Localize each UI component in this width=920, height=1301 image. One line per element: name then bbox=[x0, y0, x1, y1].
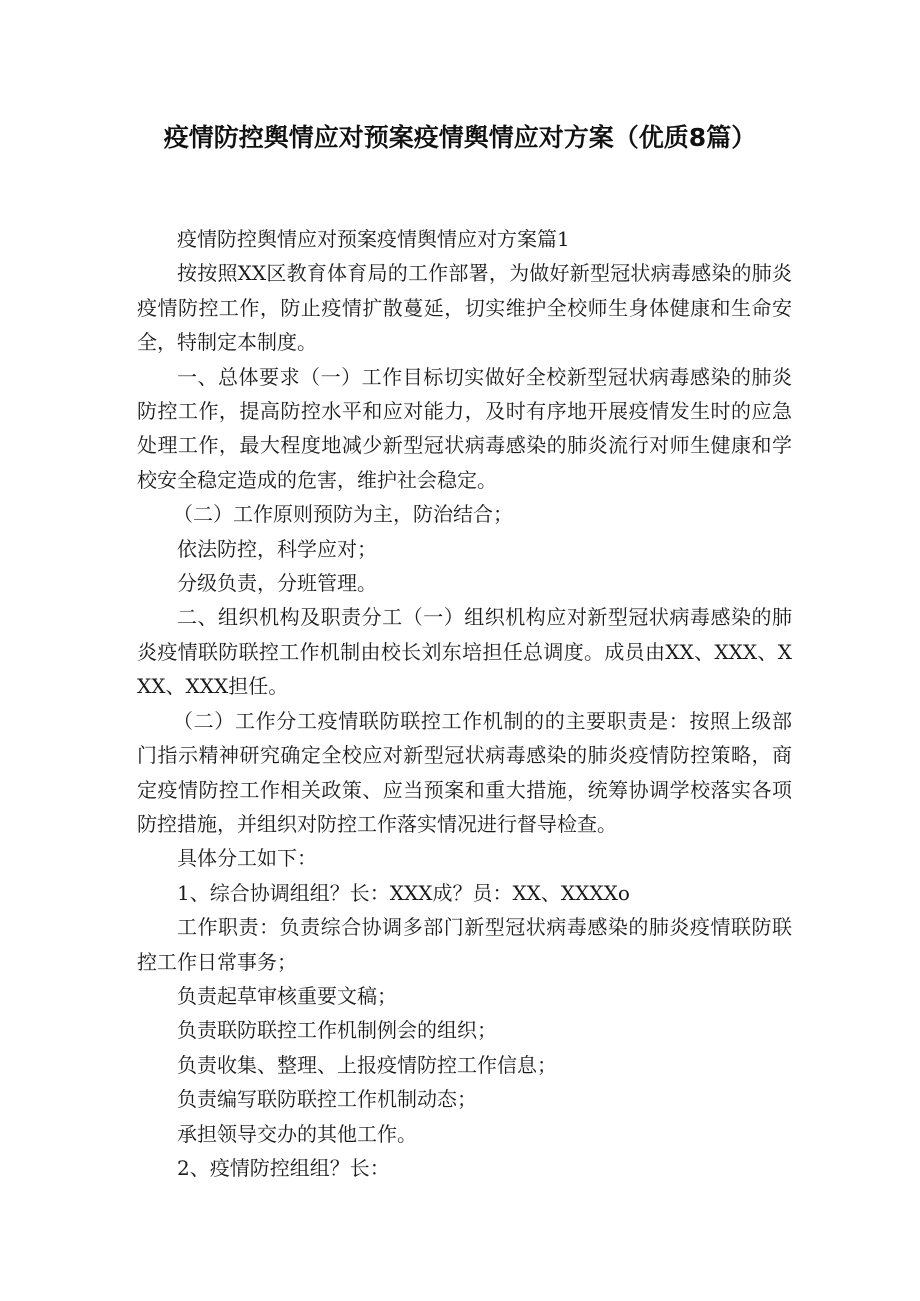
paragraph: 依法防控，科学应对； bbox=[177, 536, 377, 561]
paragraph: 负责收集、整理、上报疫情防控工作信息； bbox=[177, 1052, 557, 1077]
paragraph: 二、组织机构及职责分工（一）组织机构应对新型冠状病毒感染的肺炎疫情联防联控工作机制由校长刘东培担任总调度。成员由XX、XXX、XXX、XXX担任。 bbox=[137, 605, 792, 699]
paragraph: 负责编写联防联控工作机制动态； bbox=[177, 1087, 477, 1112]
paragraph: 承担领导交办的其他工作。 bbox=[177, 1121, 417, 1146]
document-title: 疫情防控舆情应对预案疫情舆情应对方案（优质8篇） bbox=[163, 123, 757, 152]
paragraph: 2、疫情防控组组？长： bbox=[177, 1155, 390, 1180]
paragraph: 负责联防联控工作机制例会的组织； bbox=[177, 1018, 497, 1043]
paragraph: 1、综合协调组组？长：XXX成？员：XX、XXXXo bbox=[177, 880, 630, 905]
document-body bbox=[137, 222, 792, 1185]
paragraph: 具体分工如下： bbox=[177, 846, 317, 871]
paragraph: 按按照XX区教育体育局的工作部署，为做好新型冠状病毒感染的肺炎疫情防控工作，防止疫情扩散蔓延，切实维护全校师生身体健康和生命安全，特制定本制度。 bbox=[137, 261, 792, 355]
paragraph: 工作职责：负责综合协调多部门新型冠状病毒感染的肺炎疫情联防联控工作日常事务； bbox=[137, 915, 792, 974]
paragraph: （二）工作原则预防为主，防治结合； bbox=[173, 502, 513, 527]
paragraph: 分级负责，分班管理。 bbox=[177, 571, 377, 596]
paragraph: （二）工作分工疫情联防联控工作机制的的主要职责是：按照上级部门指示精神研究确定全校应对新型冠状病毒感染的肺炎疫情防控策略，商定疫情防控工作相关政策、应当预案和重大措施，统筹协调学校落实各项防控措施，并组织对防控工作落实情况进行督导检查。 bbox=[137, 708, 792, 836]
paragraph: 负责起草审核重要文稿； bbox=[177, 983, 397, 1008]
paragraph: 一、总体要求（一）工作目标切实做好全校新型冠状病毒感染的肺炎防控工作，提高防控水平和应对能力，及时有序地开展疫情发生时的应急处理工作，最大程度地减少新型冠状病毒感染的肺炎流行对师生健康和学校安全稳定造成的危害，维护社会稳定。 bbox=[137, 364, 792, 492]
section-heading: 疫情防控舆情应对预案疫情舆情应对方案篇1 bbox=[177, 227, 570, 251]
